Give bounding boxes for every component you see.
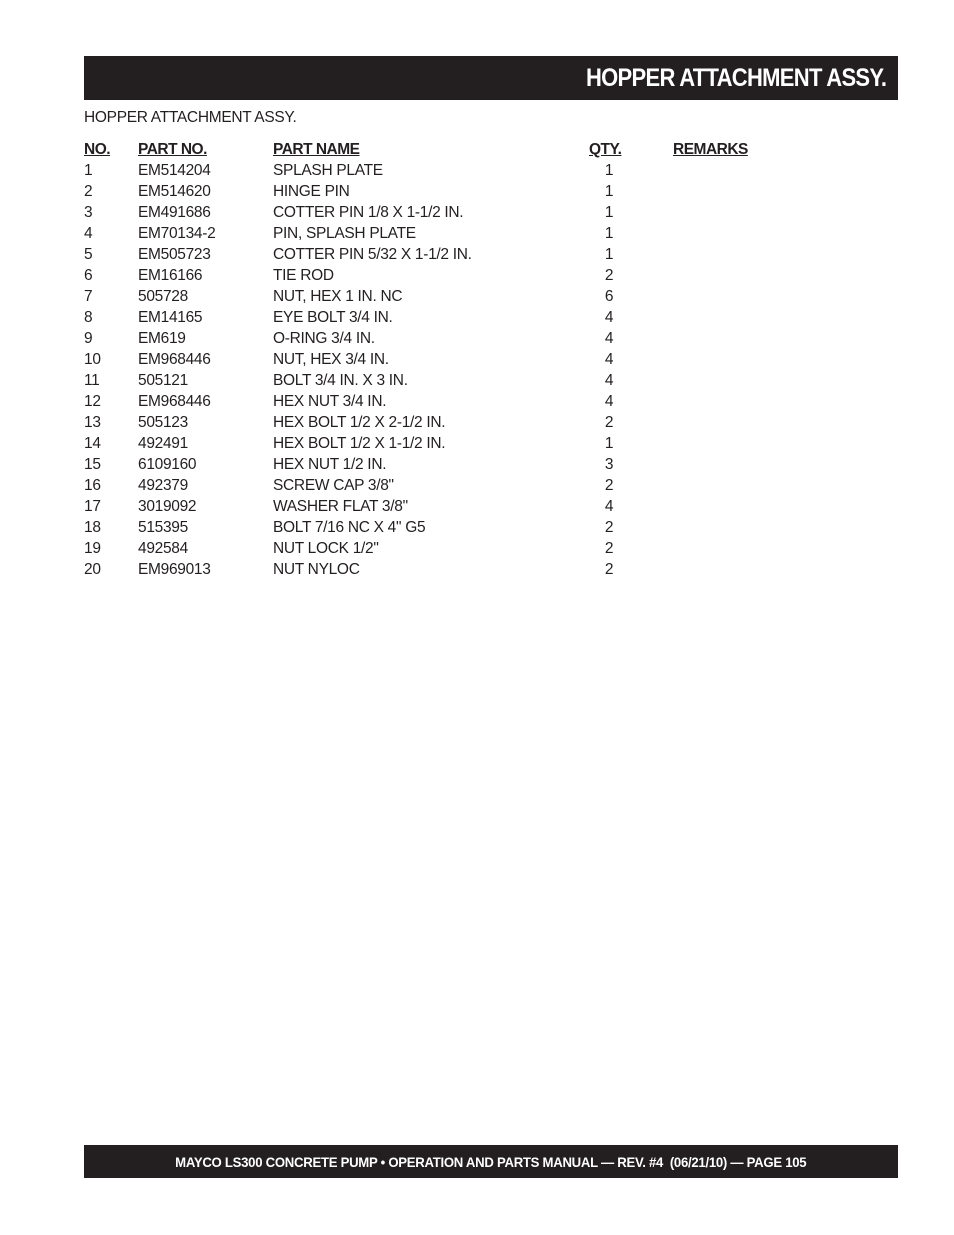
table-row [84,370,784,391]
cell-part-name: TIE ROD [273,267,334,284]
table-row [84,433,784,454]
cell-part-name: SPLASH PLATE [273,162,383,179]
cell-part-name: COTTER PIN 5/32 X 1-1/2 IN. [273,246,472,263]
cell-qty: 4 [604,393,614,410]
cell-no: 11 [84,372,100,389]
cell-qty: 2 [604,561,614,578]
cell-qty: 1 [604,435,614,452]
header-part-name: PART NAME [273,141,360,158]
table-row [84,391,784,412]
cell-part-no: 515395 [138,519,188,536]
cell-part-no: EM70134-2 [138,225,216,242]
cell-qty: 2 [604,414,614,431]
cell-no: 12 [84,393,101,410]
table-row [84,475,784,496]
cell-no: 16 [84,477,101,494]
page-title: HOPPER ATTACHMENT ASSY. [585,63,886,92]
header-no: NO. [84,141,111,158]
footer-bar [84,1145,898,1178]
cell-no: 15 [84,456,101,473]
cell-qty: 4 [604,351,614,368]
cell-part-no: EM514620 [138,183,211,200]
cell-no: 19 [84,540,101,557]
cell-part-name: EYE BOLT 3/4 IN. [273,309,393,326]
cell-qty: 1 [604,204,614,221]
cell-part-no: EM969013 [138,561,211,578]
cell-part-no: EM505723 [138,246,211,263]
cell-part-no: EM968446 [138,393,211,410]
cell-part-name: O-RING 3/4 IN. [273,330,375,347]
table-row [84,517,784,538]
cell-part-name: HINGE PIN [273,183,350,200]
table-row [84,202,784,223]
cell-no: 8 [84,309,93,326]
cell-part-no: 505123 [138,414,188,431]
table-row [84,454,784,475]
cell-part-name: BOLT 3/4 IN. X 3 IN. [273,372,408,389]
cell-qty: 4 [604,330,614,347]
cell-no: 3 [84,204,93,221]
cell-part-name: COTTER PIN 1/8 X 1-1/2 IN. [273,204,464,221]
cell-part-no: EM14165 [138,309,203,326]
table-row [84,181,784,202]
cell-part-no: 505121 [138,372,188,389]
cell-part-name: HEX NUT 1/2 IN. [273,456,387,473]
table-row [84,559,784,580]
cell-no: 20 [84,561,101,578]
cell-part-name: BOLT 7/16 NC X 4" G5 [273,519,426,536]
cell-qty: 2 [604,267,614,284]
cell-no: 7 [84,288,93,305]
cell-part-no: EM16166 [138,267,203,284]
cell-no: 10 [84,351,101,368]
cell-no: 18 [84,519,101,536]
cell-qty: 1 [604,162,614,179]
cell-no: 9 [84,330,93,347]
cell-qty: 1 [604,225,614,242]
cell-part-no: 492379 [138,477,188,494]
cell-part-name: NUT NYLOC [273,561,360,578]
table-row [84,286,784,307]
cell-part-name: HEX BOLT 1/2 X 1-1/2 IN. [273,435,446,452]
cell-part-name: HEX NUT 3/4 IN. [273,393,387,410]
header-remarks: REMARKS [673,141,748,158]
cell-no: 5 [84,246,93,263]
table-body [84,160,784,580]
table-row [84,307,784,328]
cell-part-no: 6109160 [138,456,197,473]
table-row [84,496,784,517]
table-row [84,328,784,349]
table-row [84,160,784,181]
cell-part-no: EM514204 [138,162,211,179]
cell-qty: 4 [604,372,614,389]
table-row [84,244,784,265]
table-row [84,223,784,244]
cell-no: 6 [84,267,93,284]
cell-part-no: 3019092 [138,498,197,515]
footer-text: MAYCO LS300 CONCRETE PUMP • OPERATION AND PARTS MANUAL — REV. #4 (06/21/10) — PAGE 105 [175,1153,807,1170]
cell-no: 1 [84,162,93,179]
cell-qty: 2 [604,540,614,557]
parts-table [84,139,784,580]
cell-part-name: SCREW CAP 3/8" [273,477,394,494]
cell-part-name: NUT LOCK 1/2" [273,540,379,557]
cell-qty: 3 [604,456,614,473]
cell-qty: 4 [604,309,614,326]
table-row [84,349,784,370]
table-row [84,412,784,433]
cell-part-name: WASHER FLAT 3/8" [273,498,408,515]
cell-part-name: NUT, HEX 3/4 IN. [273,351,389,368]
cell-part-name: HEX BOLT 1/2 X 2-1/2 IN. [273,414,446,431]
cell-part-no: EM619 [138,330,186,347]
cell-part-name: NUT, HEX 1 IN. NC [273,288,403,305]
cell-part-no: 492584 [138,540,188,557]
header-part-no: PART NO. [138,141,207,158]
table-row [84,538,784,559]
cell-part-name: PIN, SPLASH PLATE [273,225,416,242]
cell-part-no: EM968446 [138,351,211,368]
cell-qty: 2 [604,519,614,536]
cell-qty: 6 [604,288,614,305]
cell-qty: 1 [604,246,614,263]
cell-part-no: 505728 [138,288,188,305]
cell-part-no: 492491 [138,435,188,452]
title-bar [84,56,898,100]
cell-qty: 1 [604,183,614,200]
cell-part-no: EM491686 [138,204,211,221]
cell-no: 13 [84,414,101,431]
cell-no: 4 [84,225,93,242]
cell-qty: 4 [604,498,614,515]
cell-qty: 2 [604,477,614,494]
header-qty: QTY. [589,141,622,158]
table-header-row [84,139,784,160]
section-heading: HOPPER ATTACHMENT ASSY. [84,109,297,126]
table-row [84,265,784,286]
cell-no: 14 [84,435,101,452]
cell-no: 2 [84,183,93,200]
cell-no: 17 [84,498,101,515]
